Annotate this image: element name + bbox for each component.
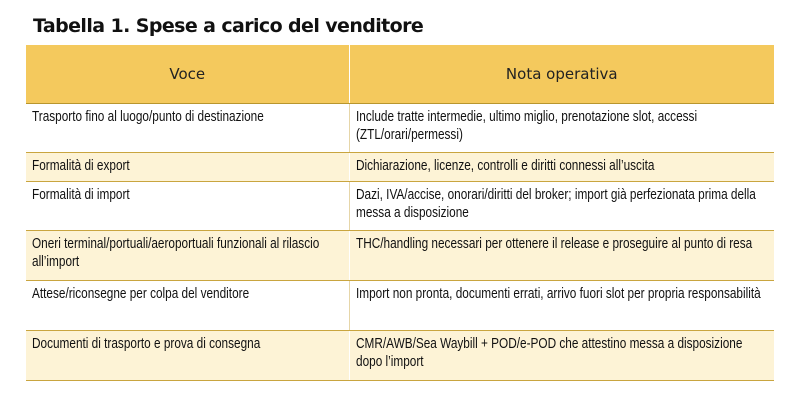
table-row	[26, 182, 774, 231]
cell-voce	[26, 331, 349, 381]
table-title: Tabella 1. Spese a carico del venditore	[33, 15, 424, 37]
cell-voce-text: Trasporto fino al luogo/punto di destinazione	[32, 109, 264, 125]
cell-nota-text: THC/handling necessari per ottenere il release e proseguire al punto di resa	[355, 236, 752, 252]
cell-nota-text: Import non pronta, documenti errati, arrivo fuori slot per propria responsabilità	[355, 286, 761, 302]
table-row	[26, 104, 774, 153]
table-row	[26, 281, 774, 331]
cell-voce	[26, 231, 349, 281]
cell-voce	[26, 281, 349, 331]
cell-voce-text: Formalità di import	[32, 187, 130, 203]
cell-nota	[349, 231, 774, 281]
cell-nota	[349, 104, 774, 153]
cell-nota	[349, 182, 774, 231]
cell-nota	[349, 281, 774, 331]
table-header-row	[26, 45, 774, 104]
table-row	[26, 153, 774, 182]
cell-nota-text: CMR/AWB/Sea Waybill + POD/e-POD che attestino messa a disposizione dopo l’import	[355, 336, 742, 370]
cell-nota-text: Include tratte intermedie, ultimo miglio, prenotazione slot, accessi (ZTL/orari/permessi)	[355, 109, 697, 143]
table-row	[26, 231, 774, 281]
table-row	[26, 331, 774, 381]
cell-nota-text: Dazi, IVA/accise, onorari/diritti del broker; import già perfezionata prima della messa a disposizione	[355, 187, 756, 221]
cell-voce	[26, 153, 349, 182]
cell-nota	[349, 153, 774, 182]
cell-nota-text: Dichiarazione, licenze, controlli e diritti connessi all’uscita	[355, 158, 654, 174]
expenses-table	[26, 45, 774, 381]
column-header-voce: Voce	[26, 45, 349, 104]
cell-nota	[349, 331, 774, 381]
cell-voce-text: Attese/riconsegne per colpa del venditore	[32, 286, 250, 302]
cell-voce	[26, 104, 349, 153]
cell-voce	[26, 182, 349, 231]
cell-voce-text: Oneri terminal/portuali/aeroportuali funzionali al rilascio all’import	[32, 236, 320, 270]
cell-voce-text: Formalità di export	[32, 158, 130, 174]
cell-voce-text: Documenti di trasporto e prova di consegna	[32, 336, 261, 352]
column-header-nota: Nota operativa	[349, 45, 774, 104]
